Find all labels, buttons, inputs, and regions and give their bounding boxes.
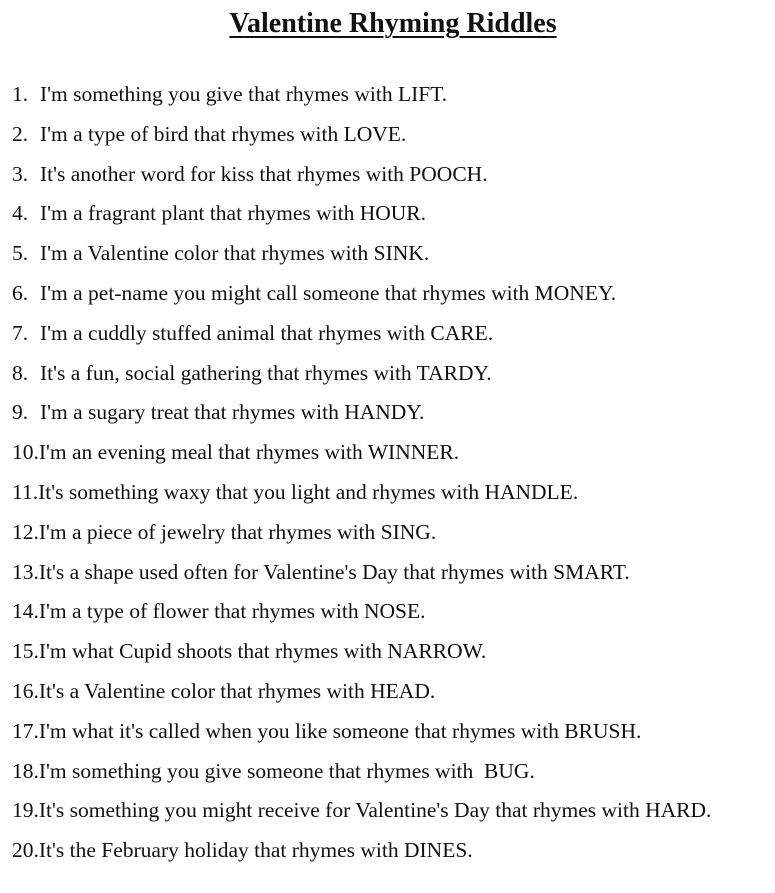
riddle-item <box>12 520 772 560</box>
riddle-number: 12. <box>12 519 39 544</box>
riddle-text: I'm what Cupid shoots that rhymes with NARROW. <box>38 639 487 664</box>
riddle-text: It's a Valentine color that rhymes with HEAD. <box>38 678 436 703</box>
riddle-number: 14. <box>12 599 39 624</box>
riddle-number: 19. <box>12 798 39 823</box>
riddle-item <box>12 639 772 679</box>
riddle-number: 2. <box>12 121 29 146</box>
riddle-text: It's something you might receive for Valentine's Day that rhymes with HARD. <box>38 798 712 823</box>
riddle-text: I'm a pet-name you might call someone that rhymes with MONEY. <box>40 280 617 305</box>
riddle-item <box>12 281 772 321</box>
riddle-item <box>12 480 772 520</box>
riddle-text: I'm something you give someone that rhymes with BUG. <box>38 758 535 783</box>
riddle-number: 10. <box>12 440 39 465</box>
riddle-number: 8. <box>12 360 29 385</box>
riddle-item <box>12 321 772 361</box>
riddle-number: 13. <box>12 559 39 584</box>
riddle-text: I'm a Valentine color that rhymes with SINK. <box>40 241 430 266</box>
riddle-text: It's the February holiday that rhymes with DINES. <box>38 838 473 863</box>
riddle-item <box>12 82 772 122</box>
riddle-item <box>12 798 772 838</box>
riddle-text: It's a shape used often for Valentine's Day that rhymes with SMART. <box>38 559 630 584</box>
riddle-item <box>12 838 772 878</box>
riddle-number: 7. <box>12 320 29 345</box>
riddle-item <box>12 201 772 241</box>
riddle-text: It's something waxy that you light and rhymes with HANDLE. <box>38 479 579 504</box>
riddle-item <box>12 162 772 202</box>
riddle-text: I'm an evening meal that rhymes with WINNER. <box>38 440 460 465</box>
riddle-text: I'm a piece of jewelry that rhymes with SING. <box>38 519 437 544</box>
riddle-text: I'm a sugary treat that rhymes with HANDY. <box>40 400 425 425</box>
page-title: Valentine Rhyming Riddles <box>229 8 557 39</box>
riddle-item <box>12 759 772 799</box>
riddle-text: I'm a cuddly stuffed animal that rhymes with CARE. <box>40 320 494 345</box>
riddle-text: I'm something you give that rhymes with LIFT. <box>40 82 448 106</box>
riddle-number: 9. <box>12 400 29 425</box>
riddle-number: 3. <box>12 161 29 186</box>
riddle-text: It's another word for kiss that rhymes with POOCH. <box>40 161 488 186</box>
riddle-text: I'm a type of flower that rhymes with NOSE. <box>38 599 426 624</box>
riddle-item <box>12 679 772 719</box>
riddle-text: It's a fun, social gathering that rhymes with TARDY. <box>40 360 492 385</box>
riddle-text: I'm a fragrant plant that rhymes with HOUR. <box>40 201 427 226</box>
riddle-item <box>12 440 772 480</box>
riddle-number: 6. <box>12 280 29 305</box>
riddle-number: 16. <box>12 678 39 703</box>
riddle-item <box>12 241 772 281</box>
riddle-number: 1. <box>12 82 29 106</box>
riddle-number: 17. <box>12 718 39 743</box>
riddle-item <box>12 599 772 639</box>
riddle-number: 20. <box>12 838 39 863</box>
riddle-list <box>12 82 772 878</box>
riddle-item <box>12 719 772 759</box>
riddle-text: I'm a type of bird that rhymes with LOVE. <box>40 121 407 146</box>
riddle-number: 18. <box>12 758 39 783</box>
riddle-text: I'm what it's called when you like someone that rhymes with BRUSH. <box>38 718 642 743</box>
riddle-item <box>12 560 772 600</box>
riddle-number: 4. <box>12 201 29 226</box>
riddle-item <box>12 361 772 401</box>
riddle-number: 15. <box>12 639 39 664</box>
riddle-item <box>12 400 772 440</box>
riddle-number: 11. <box>12 479 39 504</box>
riddle-item <box>12 122 772 162</box>
riddle-number: 5. <box>12 241 29 266</box>
